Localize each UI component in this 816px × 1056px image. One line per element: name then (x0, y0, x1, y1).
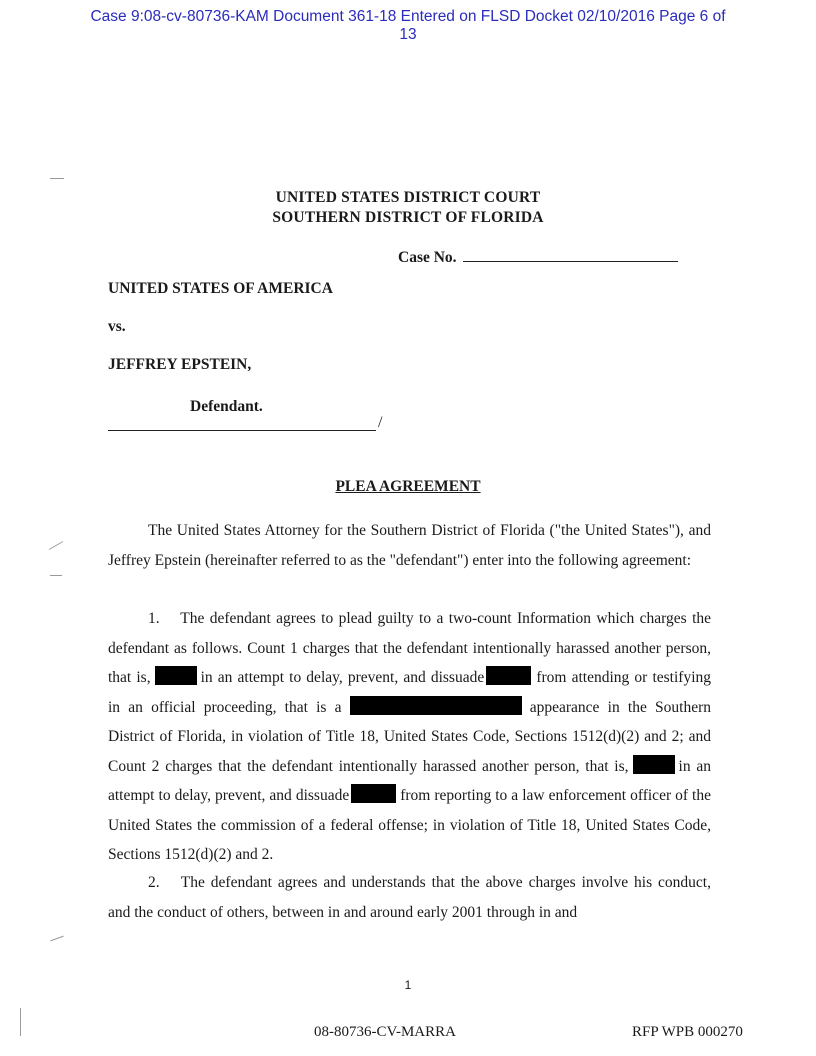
court-district: SOUTHERN DISTRICT OF FLORIDA (272, 209, 544, 226)
paragraph-1-text (108, 604, 711, 870)
paragraph-1 (108, 604, 711, 870)
redaction-box (633, 755, 675, 774)
intro-paragraph (108, 516, 711, 575)
scan-mark (50, 936, 63, 942)
p1-segment-a: 1. The defendant agrees to plead guilty to a two-count Information which charges the defendant as follows. Count 1 charges that the defendant intentionally harassed another person, that is, (108, 610, 711, 686)
redaction-box (350, 696, 522, 715)
p1-segment-c: from attending or testifying in an official proceeding, that is a (108, 669, 711, 716)
case-number-label: Case No. (398, 249, 457, 266)
footer-case-reference: 08-80736-CV-MARRA (314, 1024, 456, 1040)
docket-line-1: Case 9:08-cv-80736-KAM Document 361-18 Entered on FLSD Docket 02/10/2016 Page 6 of (90, 8, 726, 25)
footer-bates-number: RFP WPB 000270 (632, 1024, 743, 1040)
p1-segment-b: in an attempt to delay, prevent, and dissuade (200, 669, 485, 686)
scan-mark (49, 541, 63, 550)
p1-segment-f: from reporting to a law enforcement officer of the United States the commission of a federal offense; in violation of Title 18, United States Code, Sections 1512(d)(2) and 2. (108, 787, 711, 863)
p1-segment-e: in an attempt to delay, prevent, and dissuade (108, 757, 712, 804)
redaction-box (351, 784, 396, 803)
docket-header (0, 8, 816, 44)
versus-label: vs. (108, 318, 126, 335)
case-number-field (398, 247, 678, 267)
defendant-role: Defendant. (190, 398, 263, 415)
scan-mark (20, 1008, 21, 1036)
intro-text: The United States Attorney for the Southern District of Florida ("the United States"), and Jeffrey Epstein (hereinafter referred to as the "defendant") enter into the following agreement: (108, 522, 711, 569)
court-heading (0, 188, 816, 228)
scan-mark (50, 575, 62, 576)
defendant-name: JEFFREY EPSTEIN, (108, 356, 252, 373)
document-title: PLEA AGREEMENT (335, 478, 481, 495)
plaintiff-name: UNITED STATES OF AMERICA (108, 280, 333, 297)
case-number-blank-line (463, 247, 678, 262)
paragraph-2-text: 2. The defendant agrees and understands that the above charges involve his conduct, and the conduct of others, between in and around early 2001 through in and (108, 874, 711, 921)
paragraph-2 (108, 868, 711, 927)
redaction-box (155, 666, 197, 685)
scan-mark (50, 178, 64, 179)
docket-line-2: 13 (399, 26, 417, 43)
caption-rule (108, 430, 376, 431)
caption-slash: / (378, 414, 383, 431)
court-name: UNITED STATES DISTRICT COURT (275, 189, 541, 206)
p1-segment-d: appearance in the Southern District of Florida, in violation of Title 18, United States Code, Sections 1512(d)(2) and 2; and Count 2 charges that the defendant intentionally harassed another person, that is, (108, 698, 711, 775)
redaction-box (486, 666, 531, 685)
page-number: 1 (404, 978, 412, 992)
